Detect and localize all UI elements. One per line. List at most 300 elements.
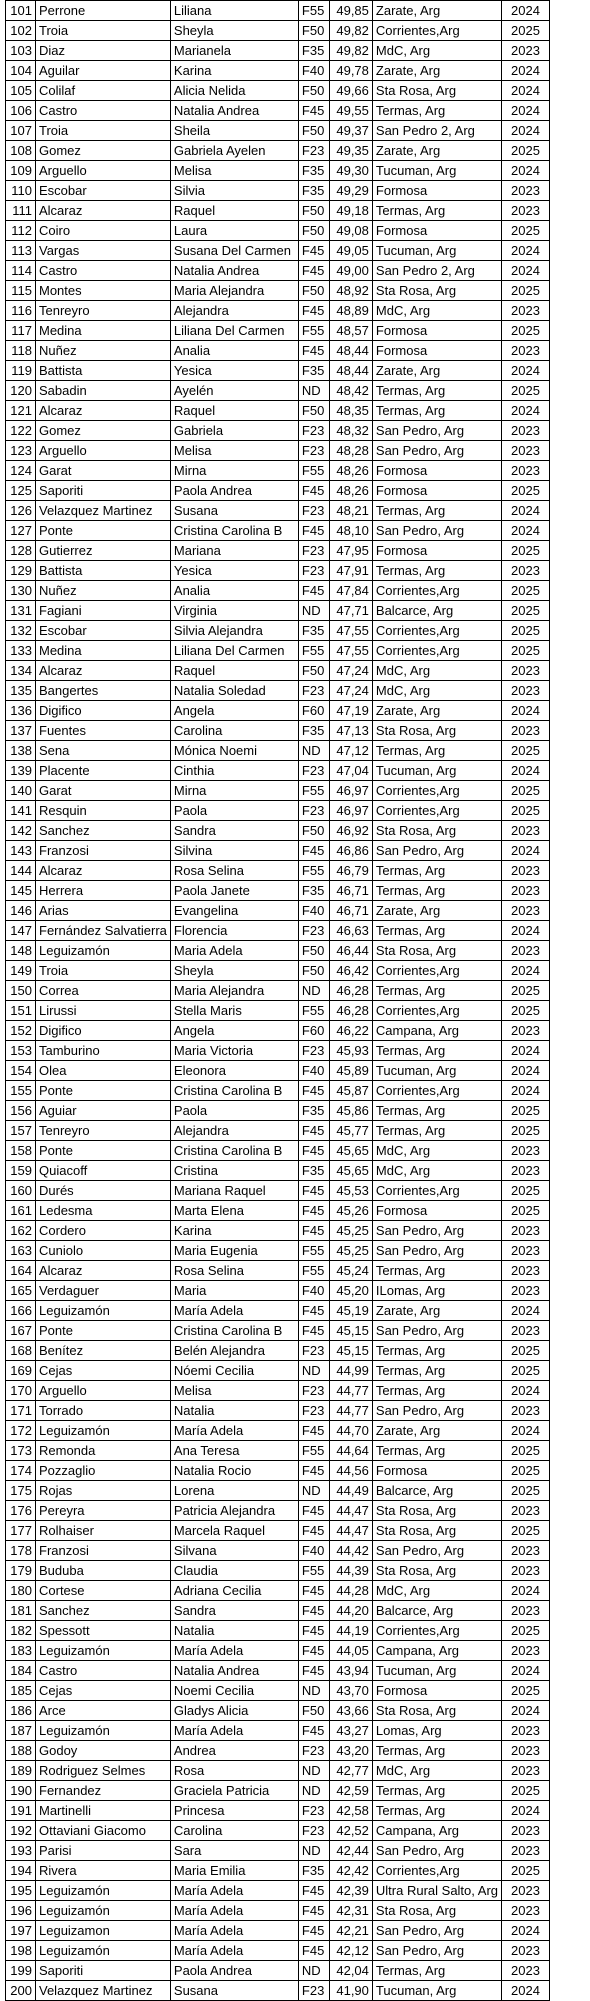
category-cell: F23 xyxy=(298,761,329,781)
rank-cell: 154 xyxy=(6,1061,36,1081)
surname-cell: Arguello xyxy=(36,161,171,181)
location-cell: Sta Rosa, Arg xyxy=(372,81,501,101)
location-cell: San Pedro, Arg xyxy=(372,1221,501,1241)
surname-cell: Fagiani xyxy=(36,601,171,621)
score-cell: 43,94 xyxy=(329,1661,372,1681)
rank-cell: 131 xyxy=(6,601,36,621)
category-cell: F23 xyxy=(298,421,329,441)
category-cell: ND xyxy=(298,1361,329,1381)
category-cell: F45 xyxy=(298,1621,329,1641)
year-cell: 2025 xyxy=(502,321,550,341)
surname-cell: Sanchez xyxy=(36,821,171,841)
location-cell: Corrientes,Arg xyxy=(372,1861,501,1881)
year-cell: 2024 xyxy=(502,761,550,781)
rank-cell: 153 xyxy=(6,1041,36,1061)
score-cell: 48,32 xyxy=(329,421,372,441)
year-cell: 2023 xyxy=(502,881,550,901)
table-row xyxy=(6,321,550,341)
first-name-cell: Silvina xyxy=(170,841,298,861)
first-name-cell: Mariana xyxy=(170,541,298,561)
location-cell: MdC, Arg xyxy=(372,301,501,321)
score-cell: 42,58 xyxy=(329,1801,372,1821)
score-cell: 42,12 xyxy=(329,1941,372,1961)
rank-cell: 132 xyxy=(6,621,36,641)
location-cell: Zarate, Arg xyxy=(372,141,501,161)
year-cell: 2023 xyxy=(502,41,550,61)
location-cell: Zarate, Arg xyxy=(372,1421,501,1441)
score-cell: 47,19 xyxy=(329,701,372,721)
score-cell: 46,92 xyxy=(329,821,372,841)
surname-cell: Martinelli xyxy=(36,1801,171,1821)
table-row xyxy=(6,261,550,281)
first-name-cell: Paola xyxy=(170,801,298,821)
location-cell: Formosa xyxy=(372,461,501,481)
table-row xyxy=(6,561,550,581)
score-cell: 42,52 xyxy=(329,1821,372,1841)
year-cell: 2023 xyxy=(502,1541,550,1561)
year-cell: 2025 xyxy=(502,621,550,641)
score-cell: 47,24 xyxy=(329,661,372,681)
location-cell: San Pedro, Arg xyxy=(372,441,501,461)
location-cell: Zarate, Arg xyxy=(372,701,501,721)
rank-cell: 123 xyxy=(6,441,36,461)
table-row xyxy=(6,21,550,41)
first-name-cell: Melisa xyxy=(170,161,298,181)
category-cell: F50 xyxy=(298,21,329,41)
score-cell: 49,82 xyxy=(329,21,372,41)
year-cell: 2025 xyxy=(502,781,550,801)
category-cell: ND xyxy=(298,1841,329,1861)
first-name-cell: Florencia xyxy=(170,921,298,941)
location-cell: Sta Rosa, Arg xyxy=(372,281,501,301)
first-name-cell: Sandra xyxy=(170,1601,298,1621)
location-cell: Formosa xyxy=(372,541,501,561)
surname-cell: Medina xyxy=(36,641,171,661)
year-cell: 2023 xyxy=(502,861,550,881)
first-name-cell: Mirna xyxy=(170,781,298,801)
surname-cell: Cordero xyxy=(36,1221,171,1241)
score-cell: 46,86 xyxy=(329,841,372,861)
first-name-cell: Angela xyxy=(170,1021,298,1041)
table-row xyxy=(6,1981,550,2001)
category-cell: ND xyxy=(298,381,329,401)
score-cell: 49,00 xyxy=(329,261,372,281)
score-cell: 49,30 xyxy=(329,161,372,181)
table-row xyxy=(6,721,550,741)
surname-cell: Tamburino xyxy=(36,1041,171,1061)
score-cell: 48,44 xyxy=(329,361,372,381)
location-cell: Lomas, Arg xyxy=(372,1721,501,1741)
first-name-cell: Natalia Andrea xyxy=(170,1661,298,1681)
table-row xyxy=(6,741,550,761)
first-name-cell: Yesica xyxy=(170,561,298,581)
first-name-cell: Liliana Del Carmen xyxy=(170,641,298,661)
surname-cell: Ponte xyxy=(36,1081,171,1101)
location-cell: MdC, Arg xyxy=(372,1141,501,1161)
score-cell: 44,28 xyxy=(329,1581,372,1601)
score-cell: 49,85 xyxy=(329,1,372,21)
first-name-cell: Lorena xyxy=(170,1481,298,1501)
surname-cell: Saporiti xyxy=(36,481,171,501)
surname-cell: Cortese xyxy=(36,1581,171,1601)
category-cell: F35 xyxy=(298,361,329,381)
table-row xyxy=(6,301,550,321)
category-cell: F35 xyxy=(298,1101,329,1121)
rank-cell: 195 xyxy=(6,1881,36,1901)
category-cell: F50 xyxy=(298,281,329,301)
surname-cell: Fuentes xyxy=(36,721,171,741)
first-name-cell: Cinthia xyxy=(170,761,298,781)
location-cell: Termas, Arg xyxy=(372,1441,501,1461)
surname-cell: Leguizamón xyxy=(36,1901,171,1921)
category-cell: F50 xyxy=(298,961,329,981)
first-name-cell: Mónica Noemi xyxy=(170,741,298,761)
surname-cell: Arias xyxy=(36,901,171,921)
rank-cell: 118 xyxy=(6,341,36,361)
location-cell: Corrientes,Arg xyxy=(372,581,501,601)
score-cell: 45,20 xyxy=(329,1281,372,1301)
table-row xyxy=(6,1081,550,1101)
first-name-cell: Yesica xyxy=(170,361,298,381)
score-cell: 48,44 xyxy=(329,341,372,361)
surname-cell: Ponte xyxy=(36,1141,171,1161)
first-name-cell: Karina xyxy=(170,61,298,81)
rank-cell: 125 xyxy=(6,481,36,501)
first-name-cell: Rosa xyxy=(170,1761,298,1781)
rank-cell: 135 xyxy=(6,681,36,701)
location-cell: Termas, Arg xyxy=(372,401,501,421)
year-cell: 2025 xyxy=(502,1461,550,1481)
first-name-cell: Natalia Rocio xyxy=(170,1461,298,1481)
location-cell: MdC, Arg xyxy=(372,661,501,681)
score-cell: 48,42 xyxy=(329,381,372,401)
score-cell: 42,59 xyxy=(329,1781,372,1801)
surname-cell: Ponte xyxy=(36,1321,171,1341)
rank-cell: 149 xyxy=(6,961,36,981)
year-cell: 2023 xyxy=(502,1841,550,1861)
location-cell: ILomas, Arg xyxy=(372,1281,501,1301)
category-cell: ND xyxy=(298,601,329,621)
score-cell: 45,89 xyxy=(329,1061,372,1081)
score-cell: 44,05 xyxy=(329,1641,372,1661)
rank-cell: 176 xyxy=(6,1501,36,1521)
category-cell: F45 xyxy=(298,1721,329,1741)
rank-cell: 139 xyxy=(6,761,36,781)
year-cell: 2024 xyxy=(502,61,550,81)
table-row xyxy=(6,1161,550,1181)
score-cell: 44,39 xyxy=(329,1561,372,1581)
first-name-cell: Maria Alejandra xyxy=(170,281,298,301)
table-row xyxy=(6,1781,550,1801)
category-cell: F55 xyxy=(298,1441,329,1461)
rank-cell: 182 xyxy=(6,1621,36,1641)
location-cell: San Pedro 2, Arg xyxy=(372,261,501,281)
category-cell: F35 xyxy=(298,181,329,201)
first-name-cell: Maria Eugenia xyxy=(170,1241,298,1261)
rank-cell: 137 xyxy=(6,721,36,741)
score-cell: 46,71 xyxy=(329,901,372,921)
score-cell: 49,37 xyxy=(329,121,372,141)
location-cell: Corrientes,Arg xyxy=(372,21,501,41)
location-cell: Termas, Arg xyxy=(372,861,501,881)
table-row xyxy=(6,1261,550,1281)
rank-cell: 165 xyxy=(6,1281,36,1301)
location-cell: Tucuman, Arg xyxy=(372,1981,501,2001)
year-cell: 2025 xyxy=(502,981,550,1001)
first-name-cell: Marta Elena xyxy=(170,1201,298,1221)
score-cell: 46,97 xyxy=(329,801,372,821)
score-cell: 44,19 xyxy=(329,1621,372,1641)
location-cell: Termas, Arg xyxy=(372,1801,501,1821)
year-cell: 2024 xyxy=(502,1,550,21)
surname-cell: Escobar xyxy=(36,621,171,641)
surname-cell: Diaz xyxy=(36,41,171,61)
table-row xyxy=(6,281,550,301)
location-cell: Campana, Arg xyxy=(372,1821,501,1841)
location-cell: Termas, Arg xyxy=(372,1261,501,1281)
year-cell: 2023 xyxy=(502,1281,550,1301)
category-cell: F45 xyxy=(298,1221,329,1241)
rank-cell: 194 xyxy=(6,1861,36,1881)
category-cell: F45 xyxy=(298,1121,329,1141)
first-name-cell: Graciela Patricia xyxy=(170,1781,298,1801)
surname-cell: Arce xyxy=(36,1701,171,1721)
category-cell: F23 xyxy=(298,1341,329,1361)
category-cell: F45 xyxy=(298,301,329,321)
first-name-cell: Sheyla xyxy=(170,961,298,981)
year-cell: 2024 xyxy=(502,101,550,121)
table-row xyxy=(6,661,550,681)
year-cell: 2023 xyxy=(502,1961,550,1981)
first-name-cell: Alejandra xyxy=(170,1121,298,1141)
location-cell: Campana, Arg xyxy=(372,1641,501,1661)
location-cell: Sta Rosa, Arg xyxy=(372,1521,501,1541)
first-name-cell: Patricia Alejandra xyxy=(170,1501,298,1521)
rank-cell: 109 xyxy=(6,161,36,181)
location-cell: San Pedro, Arg xyxy=(372,1401,501,1421)
first-name-cell: María Adela xyxy=(170,1941,298,1961)
year-cell: 2023 xyxy=(502,441,550,461)
table-row xyxy=(6,681,550,701)
rank-cell: 157 xyxy=(6,1121,36,1141)
category-cell: F50 xyxy=(298,221,329,241)
score-cell: 44,42 xyxy=(329,1541,372,1561)
score-cell: 47,84 xyxy=(329,581,372,601)
category-cell: F45 xyxy=(298,1181,329,1201)
location-cell: MdC, Arg xyxy=(372,1761,501,1781)
year-cell: 2024 xyxy=(502,1701,550,1721)
location-cell: Corrientes,Arg xyxy=(372,641,501,661)
rank-cell: 117 xyxy=(6,321,36,341)
first-name-cell: Cristina Carolina B xyxy=(170,521,298,541)
year-cell: 2024 xyxy=(502,1801,550,1821)
rank-cell: 105 xyxy=(6,81,36,101)
rank-cell: 145 xyxy=(6,881,36,901)
surname-cell: Garat xyxy=(36,461,171,481)
year-cell: 2023 xyxy=(502,1241,550,1261)
location-cell: Termas, Arg xyxy=(372,101,501,121)
rank-cell: 110 xyxy=(6,181,36,201)
surname-cell: Pozzaglio xyxy=(36,1461,171,1481)
rank-cell: 140 xyxy=(6,781,36,801)
table-row xyxy=(6,1581,550,1601)
first-name-cell: Cristina Carolina B xyxy=(170,1321,298,1341)
score-cell: 49,82 xyxy=(329,41,372,61)
rank-cell: 161 xyxy=(6,1201,36,1221)
first-name-cell: Susana Del Carmen xyxy=(170,241,298,261)
location-cell: Termas, Arg xyxy=(372,1381,501,1401)
score-cell: 48,57 xyxy=(329,321,372,341)
category-cell: F23 xyxy=(298,141,329,161)
year-cell: 2023 xyxy=(502,1501,550,1521)
first-name-cell: María Adela xyxy=(170,1921,298,1941)
rank-cell: 179 xyxy=(6,1561,36,1581)
year-cell: 2025 xyxy=(502,1521,550,1541)
surname-cell: Alcaraz xyxy=(36,1261,171,1281)
surname-cell: Cejas xyxy=(36,1361,171,1381)
year-cell: 2025 xyxy=(502,1361,550,1381)
score-cell: 46,71 xyxy=(329,881,372,901)
first-name-cell: Cristina xyxy=(170,1161,298,1181)
rank-cell: 116 xyxy=(6,301,36,321)
rank-cell: 150 xyxy=(6,981,36,1001)
location-cell: Tucuman, Arg xyxy=(372,1061,501,1081)
surname-cell: Franzosi xyxy=(36,1541,171,1561)
table-row xyxy=(6,461,550,481)
year-cell: 2024 xyxy=(502,121,550,141)
table-row xyxy=(6,901,550,921)
year-cell: 2024 xyxy=(502,521,550,541)
rank-cell: 101 xyxy=(6,1,36,21)
location-cell: San Pedro 2, Arg xyxy=(372,121,501,141)
year-cell: 2023 xyxy=(502,1261,550,1281)
year-cell: 2024 xyxy=(502,241,550,261)
year-cell: 2025 xyxy=(502,741,550,761)
year-cell: 2025 xyxy=(502,1861,550,1881)
location-cell: Sta Rosa, Arg xyxy=(372,721,501,741)
surname-cell: Gomez xyxy=(36,141,171,161)
year-cell: 2025 xyxy=(502,1621,550,1641)
year-cell: 2023 xyxy=(502,1221,550,1241)
score-cell: 44,49 xyxy=(329,1481,372,1501)
score-cell: 42,21 xyxy=(329,1921,372,1941)
location-cell: Corrientes,Arg xyxy=(372,1081,501,1101)
rank-cell: 115 xyxy=(6,281,36,301)
rank-cell: 184 xyxy=(6,1661,36,1681)
table-row xyxy=(6,1401,550,1421)
location-cell: Zarate, Arg xyxy=(372,361,501,381)
table-row xyxy=(6,401,550,421)
surname-cell: Castro xyxy=(36,1661,171,1681)
year-cell: 2024 xyxy=(502,1061,550,1081)
surname-cell: Colilaf xyxy=(36,81,171,101)
location-cell: Corrientes,Arg xyxy=(372,1621,501,1641)
category-cell: F55 xyxy=(298,461,329,481)
first-name-cell: Paola Janete xyxy=(170,881,298,901)
first-name-cell: María Adela xyxy=(170,1721,298,1741)
table-row xyxy=(6,1941,550,1961)
year-cell: 2024 xyxy=(502,1381,550,1401)
rank-cell: 128 xyxy=(6,541,36,561)
location-cell: Ultra Rural Salto, Arg xyxy=(372,1881,501,1901)
rank-cell: 120 xyxy=(6,381,36,401)
year-cell: 2025 xyxy=(502,1681,550,1701)
first-name-cell: Andrea xyxy=(170,1741,298,1761)
year-cell: 2025 xyxy=(502,541,550,561)
category-cell: F55 xyxy=(298,641,329,661)
year-cell: 2023 xyxy=(502,341,550,361)
location-cell: San Pedro, Arg xyxy=(372,1921,501,1941)
location-cell: Formosa xyxy=(372,1461,501,1481)
location-cell: Formosa xyxy=(372,1681,501,1701)
first-name-cell: Karina xyxy=(170,1221,298,1241)
table-row xyxy=(6,1521,550,1541)
surname-cell: Tenreyro xyxy=(36,1121,171,1141)
table-row xyxy=(6,1221,550,1241)
surname-cell: Bangertes xyxy=(36,681,171,701)
score-cell: 47,71 xyxy=(329,601,372,621)
score-cell: 44,70 xyxy=(329,1421,372,1441)
year-cell: 2024 xyxy=(502,1581,550,1601)
category-cell: F45 xyxy=(298,1881,329,1901)
category-cell: F45 xyxy=(298,1301,329,1321)
category-cell: F40 xyxy=(298,61,329,81)
surname-cell: Cuniolo xyxy=(36,1241,171,1261)
location-cell: Campana, Arg xyxy=(372,1021,501,1041)
rank-cell: 169 xyxy=(6,1361,36,1381)
category-cell: F40 xyxy=(298,1541,329,1561)
year-cell: 2025 xyxy=(502,381,550,401)
rank-cell: 141 xyxy=(6,801,36,821)
score-cell: 45,15 xyxy=(329,1341,372,1361)
first-name-cell: Claudia xyxy=(170,1561,298,1581)
first-name-cell: Carolina xyxy=(170,1821,298,1841)
table-row xyxy=(6,1681,550,1701)
score-cell: 42,04 xyxy=(329,1961,372,1981)
year-cell: 2024 xyxy=(502,1921,550,1941)
surname-cell: Ledesma xyxy=(36,1201,171,1221)
rank-cell: 127 xyxy=(6,521,36,541)
score-cell: 48,26 xyxy=(329,481,372,501)
location-cell: Termas, Arg xyxy=(372,1341,501,1361)
year-cell: 2023 xyxy=(502,1161,550,1181)
category-cell: F45 xyxy=(298,1521,329,1541)
surname-cell: Rolhaiser xyxy=(36,1521,171,1541)
location-cell: Sta Rosa, Arg xyxy=(372,1901,501,1921)
first-name-cell: Noemi Cecilia xyxy=(170,1681,298,1701)
year-cell: 2025 xyxy=(502,1201,550,1221)
location-cell: MdC, Arg xyxy=(372,1161,501,1181)
rank-cell: 180 xyxy=(6,1581,36,1601)
rank-cell: 121 xyxy=(6,401,36,421)
first-name-cell: Susana xyxy=(170,501,298,521)
first-name-cell: Paola Andrea xyxy=(170,1961,298,1981)
first-name-cell: Liliana Del Carmen xyxy=(170,321,298,341)
surname-cell: Alcaraz xyxy=(36,201,171,221)
score-cell: 45,24 xyxy=(329,1261,372,1281)
category-cell: F60 xyxy=(298,701,329,721)
surname-cell: Herrera xyxy=(36,881,171,901)
year-cell: 2025 xyxy=(502,1441,550,1461)
year-cell: 2023 xyxy=(502,1901,550,1921)
category-cell: F23 xyxy=(298,441,329,461)
category-cell: F45 xyxy=(298,1461,329,1481)
surname-cell: Gomez xyxy=(36,421,171,441)
rank-cell: 155 xyxy=(6,1081,36,1101)
first-name-cell: Alejandra xyxy=(170,301,298,321)
first-name-cell: Stella Maris xyxy=(170,1001,298,1021)
table-row xyxy=(6,1001,550,1021)
